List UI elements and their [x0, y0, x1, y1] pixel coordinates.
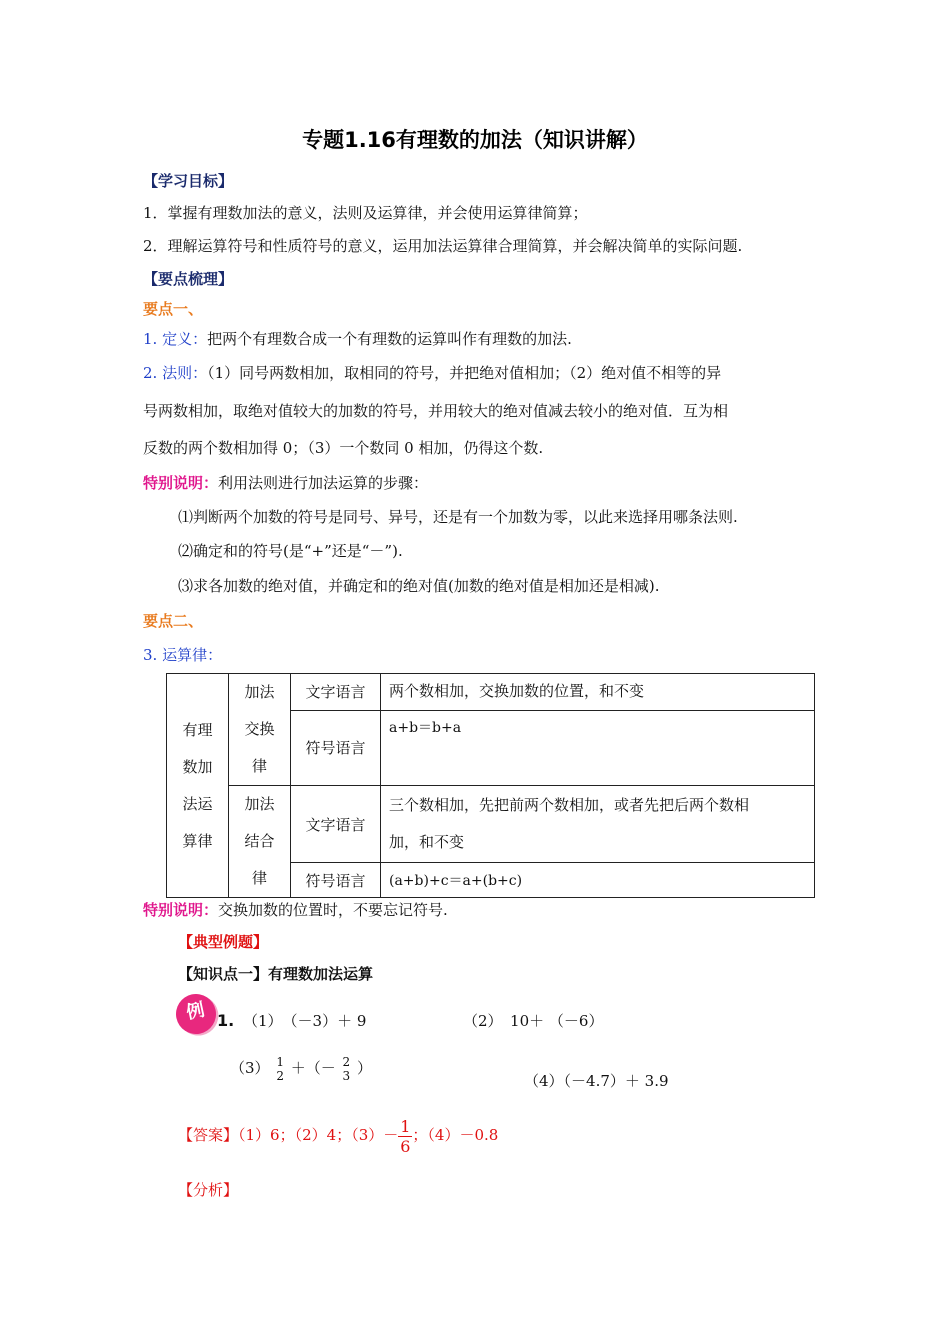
example-badge-icon: 例	[172, 990, 219, 1037]
step-2: ⑵确定和的符号(是“+”还是“－”).	[178, 542, 403, 560]
rule-text-1: （1）同号两数相加，取相同的符号，并把绝对值相加；（2）绝对值不相等的异	[207, 364, 722, 382]
table-main-label: 有理 数加 法运 算律	[167, 674, 229, 898]
laws-label: 3. 运算律：	[143, 646, 223, 664]
comm-text-lang-label: 文字语言	[291, 674, 381, 711]
typical-examples-heading: 【典型例题】	[178, 933, 269, 951]
rule-line-2: 号两数相加，取绝对值较大的加数的符号，并用较大的绝对值减去较小的绝对值．互为相	[143, 402, 729, 420]
assoc-symbol-content: (a+b)+c＝a+(b+c)	[381, 863, 815, 898]
question-3: （3） 1 2 ＋（－ 2 3 ）	[230, 1055, 372, 1083]
laws-table	[166, 673, 815, 898]
comm-symbol-lang-label: 符号语言	[291, 710, 381, 785]
commutative-law-label: 加法 交换 律	[229, 674, 291, 786]
page-title: 专题1.16有理数的加法（知识讲解）	[302, 128, 648, 152]
rule-label: 2. 法则：	[143, 364, 208, 382]
comm-symbol-content: a+b＝b+a	[381, 710, 815, 785]
assoc-text-content: 三个数相加，先把前两个数相加，或者先把后两个数相 加，和不变	[381, 786, 815, 863]
definition-line	[143, 328, 572, 349]
fraction-one-half: 1 2	[276, 1055, 284, 1083]
special-note-2	[143, 899, 448, 920]
comm-text-content: 两个数相加，交换加数的位置，和不变	[381, 674, 815, 711]
answer-label: 【答案】	[178, 1126, 239, 1144]
key-point-2: 要点二、	[143, 612, 204, 630]
special-note-2-text: 交换加数的位置时，不要忘记符号.	[218, 901, 448, 919]
question-4: （4）（－4.7）＋ 3.9	[524, 1072, 669, 1090]
special-note-text: 利用法则进行加法运算的步骤：	[218, 474, 429, 492]
goal-item-2: 2．理解运算符号和性质符号的意义，运用加法运算律合理简算，并会解决简单的实际问题.	[143, 237, 743, 255]
special-note-label: 特别说明：	[143, 474, 219, 492]
example-number: 1.	[217, 1011, 235, 1030]
question-1: （1） （－3）＋ 9	[243, 1012, 367, 1030]
key-point-1: 要点一、	[143, 300, 204, 318]
summary-heading: 【要点梳理】	[143, 270, 234, 288]
goal-item-1: 1．掌握有理数加法的意义，法则及运算律，并会使用运算律简算；	[143, 204, 588, 222]
assoc-text-lang-label: 文字语言	[291, 786, 381, 863]
step-1: ⑴判断两个加数的符号是同号、异号，还是有一个加数为零，以此来选择用哪条法则.	[178, 508, 738, 526]
rule-line-3: 反数的两个数相加得 0；（3）一个数同 0 相加，仍得这个数.	[143, 439, 544, 457]
special-note-2-label: 特别说明：	[143, 901, 219, 919]
knowledge-point-1-heading: 【知识点一】有理数加法运算	[178, 965, 374, 983]
definition-label: 1. 定义：	[143, 330, 208, 348]
answer-fraction: $\frac{1}{6}$	[400, 1116, 411, 1156]
rule-line-1	[143, 362, 721, 383]
step-3: ⑶求各加数的绝对值，并确定和的绝对值(加数的绝对值是相加还是相减).	[178, 577, 660, 595]
answer-line: 【答案】（1）6；（2）4；（3）－ $\frac{1}{6}$ ；（4）－0.8	[178, 1116, 499, 1156]
special-note-1	[143, 472, 428, 493]
assoc-symbol-lang-label: 符号语言	[291, 863, 381, 898]
fraction-two-thirds: 2 3	[342, 1055, 351, 1083]
question-2: （2） 10＋ （－6）	[463, 1012, 604, 1030]
analysis-label: 【分析】	[178, 1181, 239, 1199]
definition-text: 把两个有理数合成一个有理数的运算叫作有理数的加法.	[207, 330, 572, 348]
associative-law-label: 加法 结合 律	[229, 786, 291, 898]
learning-goals-heading: 【学习目标】	[143, 172, 234, 190]
